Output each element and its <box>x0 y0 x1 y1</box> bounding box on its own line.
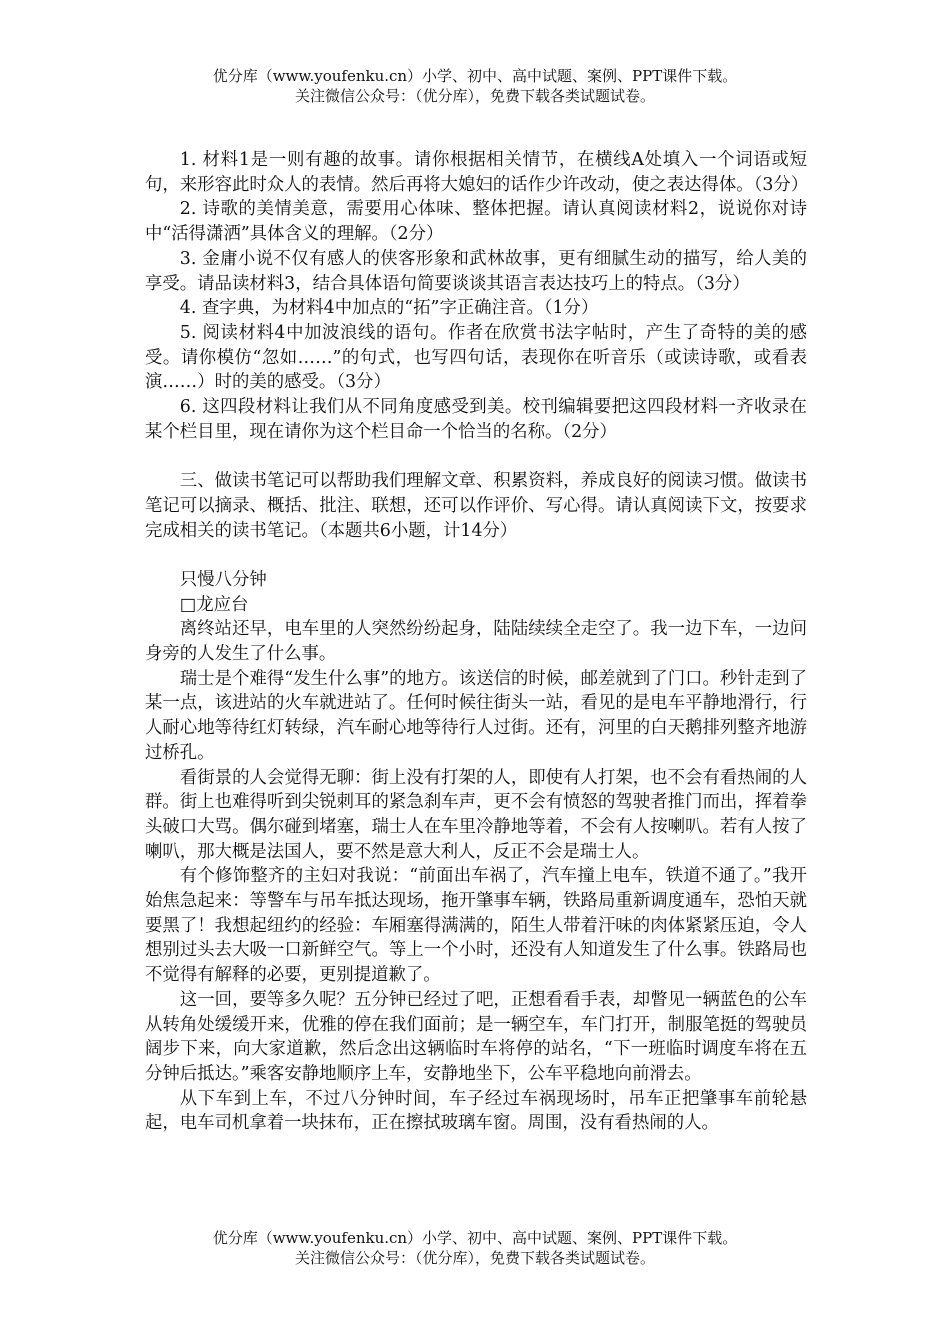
question-4: 4. 查字典，为材料4中加点的“拓”字正确注音。（1分） <box>179 298 599 319</box>
question-3: 3. 金庸小说不仅有感人的侠客形象和武林故事，更有细腻生动的描写，给人美的享受。请品读材料3，结合具体语句简要谈谈其语言表达技巧上的特点。（3分） <box>145 248 807 294</box>
question-1: 1. 材料1是一则有趣的故事。请你根据相关情节，在横线A处填入一个词语或短句，来形容此时众人的表情。然后再将大媳妇的话作少许改动，使之表达得体。（3分） <box>145 150 809 195</box>
article-paragraph-4: 有个修饰整齐的主妇对我说：“前面出车祸了，汽车撞上电车，铁道不通了。”我开始焦急起来：等警车与吊车抵达现场，拖开肇事车辆，铁路局重新调度通车，恐怕天就要黑了！我想起纽约的经验：车厢塞得满满的，陌生人带着汗味的肉体紧紧压迫，令人想别过头去大吸一口新鲜空气。等上一个小时，还没有人知道发生了什么事。铁路局也不觉得有解释的必要，更别提道歉了。 <box>145 866 807 986</box>
article-paragraph-3: 看街景的人会觉得无聊：街上没有打架的人，即使有人打架，也不会有看热闹的人群。街上也难得听到尖锐刺耳的紧急刹车声，更不会有愤怒的驾驶者推门而出，挥着拳头破口大骂。偶尔碰到堵塞，瑞士人在车里冷静地等着，不会有人按喇叭。若有人按了喇叭，那大概是法国人，要不然是意大利人，反正不会是瑞士人。 <box>145 767 807 862</box>
footer-line-2: 关注微信公众号：（优分库），免费下载各类试题试卷。 <box>294 1249 655 1267</box>
article-paragraph-6: 从下车到上车，不过八分钟时间，车子经过车祸现场时，吊车正把肇事车前轮悬起，电车司机拿着一块抹布，正在擦拭玻璃车窗。周围，没有看热闹的人。 <box>145 1088 807 1134</box>
page-footer <box>0 1228 950 1268</box>
page-header <box>0 66 950 106</box>
article-paragraph-5: 这一回，要等多久呢？五分钟已经过了吧，正想看看手表，却瞥见一辆蓝色的公车从转角处缓缓开来，优雅的停在我们面前；是一辆空车，车门打开，制服笔挺的驾驶员阔步下来，向大家道歉，然后念出这辆临时车将停的站名，“下一班临时调度车将在五分钟后抵达。”乘客安静地顺序上车，安静地坐下，公车平稳地向前滑去。 <box>145 989 807 1084</box>
header-line-1: 优分库（www.youfenku.cn）小学、初中、高中试题、案例、PPT课件下载。 <box>212 67 738 85</box>
spacer <box>145 543 807 568</box>
question-2: 2. 诗歌的美情美意，需要用心体味、整体把握。请认真阅读材料2，说说你对诗中“活得潇洒”具体含义的理解。（2分） <box>145 199 807 245</box>
header-line-2: 关注微信公众号：（优分库），免费下载各类试题试卷。 <box>294 87 655 105</box>
question-5: 5. 阅读材料4中加波浪线的语句。作者在欣赏书法字帖时，产生了奇特的美的感受。请你模仿“忽如……”的句式，也写四句话，表现你在听音乐（或读诗歌，或看表演……）时的美的感受。（3分） <box>145 322 807 393</box>
question-6: 6. 这四段材料让我们从不同角度感受到美。校刊编辑要把这四段材料一齐收录在某个栏目里，现在请你为这个栏目命一个恰当的名称。（2分） <box>145 397 807 442</box>
article-title: 只慢八分钟 <box>179 569 267 590</box>
section-3-instructions: 三、做读书笔记可以帮助我们理解文章、积累资料，养成良好的阅读习惯。做读书笔记可以摘录、概括、批注、联想，还可以作评价、写心得。请认真阅读下文，按要求完成相关的读书笔记。（本题共6小题，计14分） <box>145 471 807 541</box>
spacer <box>145 444 807 469</box>
article-paragraph-1: 离终站还早，电车里的人突然纷纷起身，陆陆续续全走空了。我一边下车，一边问身旁的人发生了什么事。 <box>145 619 807 665</box>
article-author: □龙应台 <box>179 594 249 615</box>
document-body <box>145 148 807 1136</box>
article-paragraph-2: 瑞士是个难得“发生什么事”的地方。该送信的时候，邮差就到了门口。秒针走到了某一点，该进站的火车就进站了。任何时候往街头一站，看见的是电车平静地滑行，行人耐心地等待红灯转绿，汽车耐心地等待行人过街。还有，河里的白天鹅排列整齐地游过桥孔。 <box>145 668 807 763</box>
footer-line-1: 优分库（www.youfenku.cn）小学、初中、高中试题、案例、PPT课件下载。 <box>212 1229 738 1247</box>
